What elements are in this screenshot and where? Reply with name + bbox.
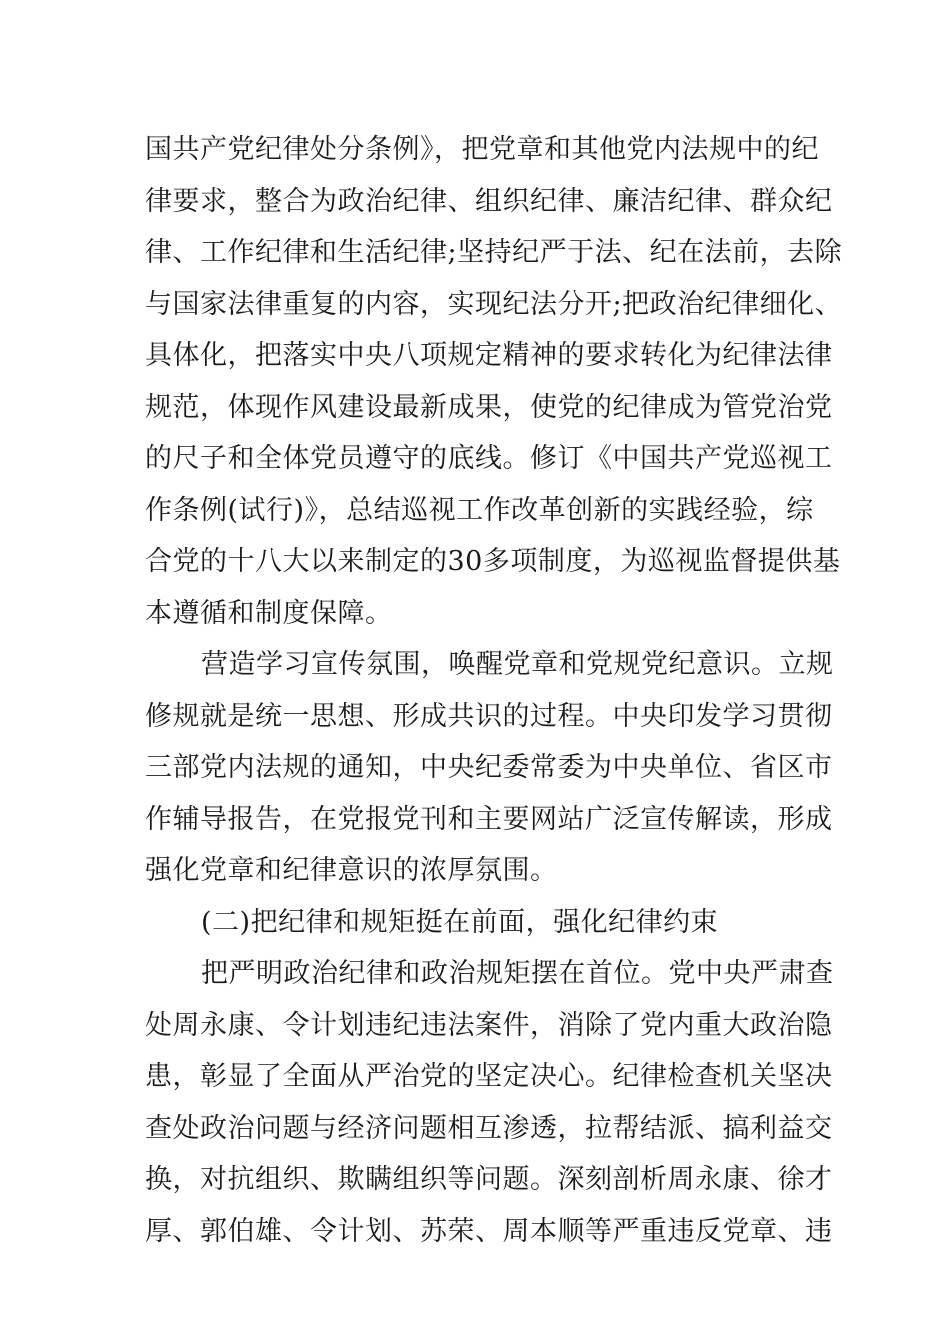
text-line: 厚、郭伯雄、令计划、苏荣、周本顺等严重违反党章、违	[145, 1215, 833, 1247]
text-line: 规范，体现作风建设最新成果，使党的纪律成为管党治党	[145, 391, 833, 423]
section-heading: (二)把纪律和规矩挺在前面，强化纪律约束	[201, 906, 719, 938]
text-line: 强化党章和纪律意识的浓厚氛围。	[145, 855, 558, 886]
text-line: 三部党内法规的通知，中央纪委常委为中央单位、省区市	[145, 752, 833, 783]
text-line: 国共产党纪律处分条例》，把党章和其他党内法规中的纪	[145, 134, 819, 165]
text-line: 患，彰显了全面从严治党的坚定决心。纪律检查机关坚决	[145, 1061, 833, 1092]
text-line: 合党的十八大以来制定的30多项制度，为巡视监督提供基	[145, 546, 841, 577]
paragraph-start-line: 营造学习宣传氛围，唤醒党章和党规党纪意识。立规	[201, 649, 834, 680]
text-line: 修规就是统一思想、形成共识的过程。中央印发学习贯彻	[145, 700, 833, 732]
text-line: 换，对抗组织、欺瞒组织等问题。深刻剖析周永康、徐才	[145, 1164, 833, 1195]
text-line: 具体化，把落实中央八项规定精神的要求转化为纪律法律	[145, 340, 833, 371]
text-line: 查处政治问题与经济问题相互渗透，拉帮结派、搞利益交	[145, 1112, 833, 1144]
text-line: 作辅导报告，在党报党刊和主要网站广泛宣传解读，形成	[145, 803, 833, 835]
text-line: 作条例(试行)》，总结巡视工作改革创新的实践经验，综	[145, 494, 814, 526]
text-line: 律、工作纪律和生活纪律;坚持纪严于法、纪在法前，去除	[145, 237, 843, 268]
text-line: 本遵循和制度保障。	[145, 597, 393, 629]
text-line: 与国家法律重复的内容，实现纪法分开;把政治纪律细化、	[145, 288, 843, 320]
text-line: 的尺子和全体党员遵守的底线。修订《中国共产党巡视工	[145, 443, 833, 474]
paragraph-start-line: 把严明政治纪律和政治规矩摆在首位。党中央严肃查	[201, 958, 834, 989]
text-line: 处周永康、令计划违纪违法案件，消除了党内重大政治隐	[145, 1009, 833, 1041]
text-line: 律要求，整合为政治纪律、组织纪律、廉洁纪律、群众纪	[145, 185, 833, 217]
body-text	[145, 124, 843, 1257]
